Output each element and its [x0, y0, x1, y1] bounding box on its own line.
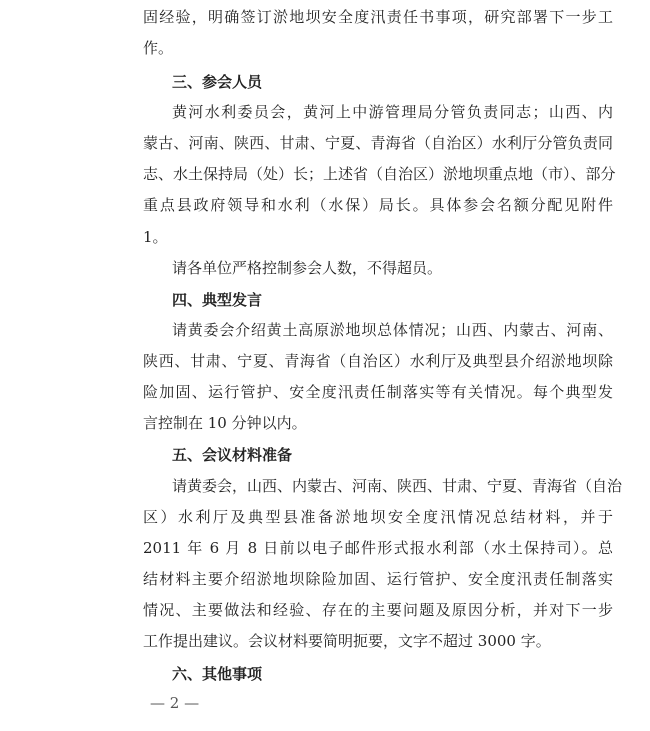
section-heading: 五、会议材料准备	[172, 446, 293, 464]
body-text-line: 陕西、甘肃、宁夏、青海省（自治区）水利厅及典型县介绍淤地坝除	[143, 352, 613, 370]
body-text-line: 1。	[143, 228, 168, 246]
page-number: — 2 —	[150, 694, 200, 712]
section-heading: 六、其他事项	[172, 665, 263, 683]
body-text-line: 情况、主要做法和经验、存在的主要问题及原因分析，并对下一步	[143, 601, 613, 619]
section-heading: 三、参会人员	[172, 73, 263, 91]
body-text-line: 工作提出建议。会议材料要简明扼要，文字不超过 3000 字。	[143, 632, 551, 650]
body-text-line: 请各单位严格控制参会人数，不得超员。	[172, 259, 443, 277]
body-text-line: 结材料主要介绍淤地坝除险加固、运行管护、安全度汛责任制落实	[143, 570, 613, 588]
body-text-line: 蒙古、河南、陕西、甘肃、宁夏、青海省（自治区）水利厅分管负责同	[143, 134, 613, 152]
body-text-line: 险加固、运行管护、安全度汛责任制落实等有关情况。每个典型发	[143, 383, 613, 401]
body-text-line: 言控制在 10 分钟以内。	[143, 414, 307, 432]
body-text-line: 2011 年 6 月 8 日前以电子邮件形式报水利部（水土保持司）。总	[143, 539, 613, 557]
body-text-line: 志、水土保持局（处）长；上述省（自治区）淤地坝重点地（市）、部分	[143, 165, 616, 183]
body-text-line: 作。	[143, 39, 174, 57]
body-text-line: 重点县政府领导和水利（水保）局长。具体参会名额分配见附件	[143, 196, 613, 214]
section-heading: 四、典型发言	[172, 291, 263, 309]
body-text-line: 请黄委会介绍黄土高原淤地坝总体情况；山西、内蒙古、河南、	[172, 321, 613, 339]
body-text-line: 黄河水利委员会，黄河上中游管理局分管负责同志；山西、内	[172, 103, 613, 121]
body-text-line: 请黄委会，山西、内蒙古、河南、陕西、甘肃、宁夏、青海省（自治	[172, 477, 623, 495]
body-text-line: 固经验，明确签订淤地坝安全度汛责任书事项，研究部署下一步工	[143, 8, 613, 26]
body-text-line: 区）水利厅及典型县准备淤地坝安全度汛情况总结材料，并于	[143, 508, 613, 526]
